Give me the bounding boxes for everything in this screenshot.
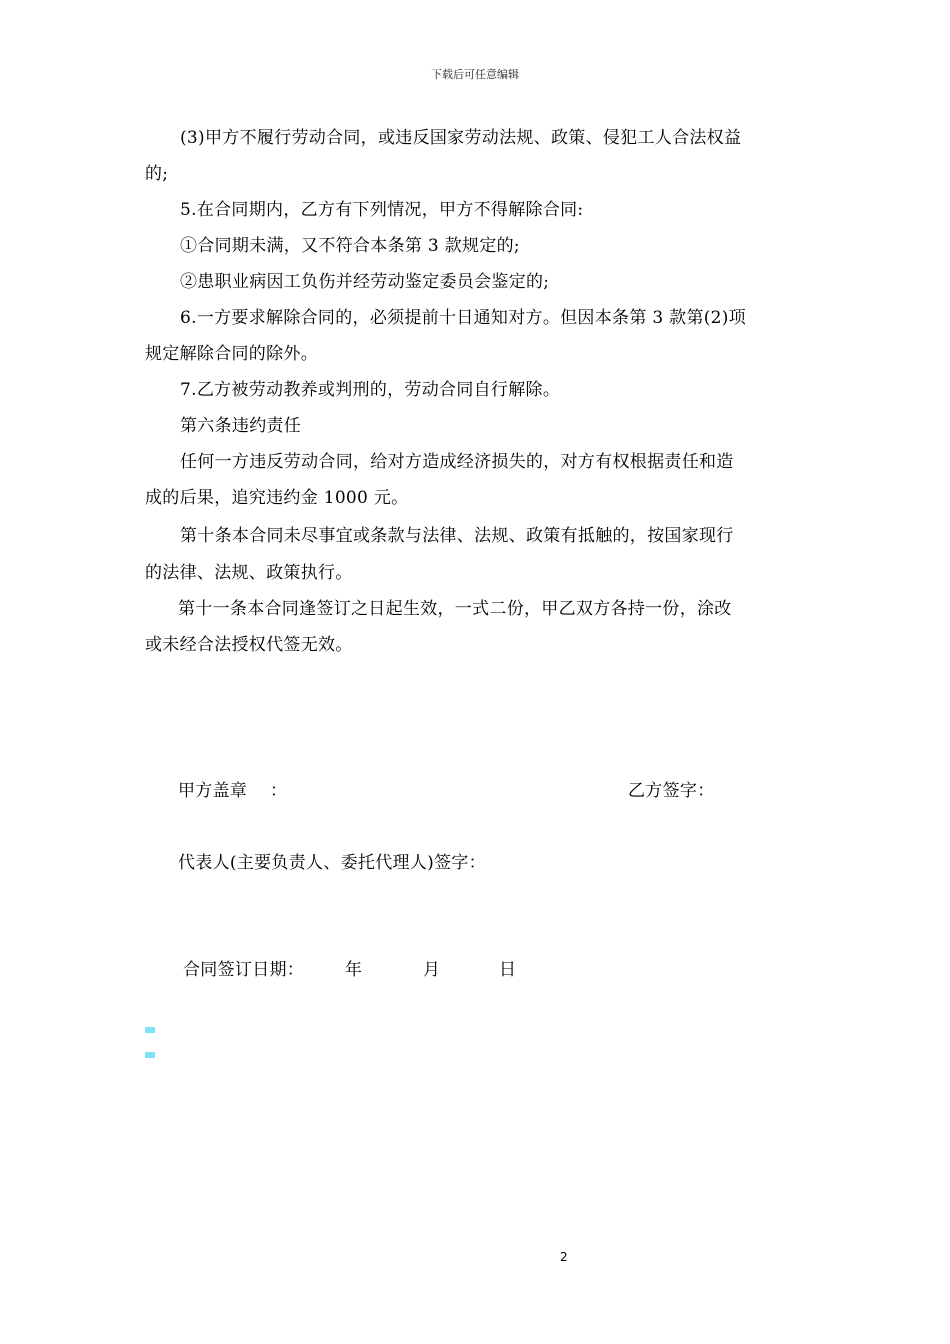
sign-date-label: 合同签订日期： bbox=[183, 960, 305, 980]
clause-5-item-2: ②患职业病因工负伤并经劳动鉴定委员会鉴定的; bbox=[180, 272, 550, 292]
highlight-marker-1 bbox=[145, 1027, 155, 1033]
highlight-marker-2 bbox=[145, 1052, 155, 1058]
clause-5: 5.在合同期内，乙方有下列情况，甲方不得解除合同: bbox=[180, 200, 584, 220]
article-6-text-line-2: 成的后果，追究违约金 1000 元。 bbox=[145, 488, 409, 508]
clause-6-line-2: 规定解除合同的除外。 bbox=[145, 344, 318, 364]
sign-date-month: 月 bbox=[423, 960, 441, 980]
article-10-line-2: 的法律、法规、政策执行。 bbox=[145, 563, 353, 583]
party-b-sign-label: 乙方签字： bbox=[628, 781, 715, 801]
article-6-text-line-1: 任何一方违反劳动合同，给对方造成经济损失的，对方有权根据责任和造 bbox=[180, 452, 734, 472]
party-a-seal-label: 甲方盖章 bbox=[178, 781, 248, 801]
clause-7: 7.乙方被劳动教养或判刑的，劳动合同自行解除。 bbox=[180, 380, 561, 400]
clause-6-line-1: 6.一方要求解除合同的，必须提前十日通知对方。但因本条第 3 款第(2)项 bbox=[180, 308, 747, 328]
article-11-line-2: 或未经合法授权代签无效。 bbox=[145, 635, 353, 655]
clause-5-item-1: ①合同期未满，又不符合本条第 3 款规定的; bbox=[180, 236, 520, 256]
party-a-seal-colon: ： bbox=[270, 781, 288, 801]
article-11-line-1: 第十一条本合同逢签订之日起生效，一式二份，甲乙双方各持一份，涂改 bbox=[178, 599, 732, 619]
page-header-note: 下载后可任意编辑 bbox=[431, 68, 519, 81]
clause-3-item-3-line-1: (3)甲方不履行劳动合同，或违反国家劳动法规、政策、侵犯工人合法权益 bbox=[180, 128, 742, 148]
article-6-heading: 第六条违约责任 bbox=[180, 416, 302, 436]
sign-date-year: 年 bbox=[345, 960, 363, 980]
article-10-line-1: 第十条本合同未尽事宜或条款与法律、法规、政策有抵触的，按国家现行 bbox=[180, 526, 734, 546]
clause-3-item-3-line-2: 的; bbox=[145, 164, 169, 184]
sign-date-day: 日 bbox=[499, 960, 517, 980]
page-number: 2 bbox=[560, 1250, 568, 1264]
representative-sign-label: 代表人(主要负责人、委托代理人)签字： bbox=[178, 853, 486, 873]
